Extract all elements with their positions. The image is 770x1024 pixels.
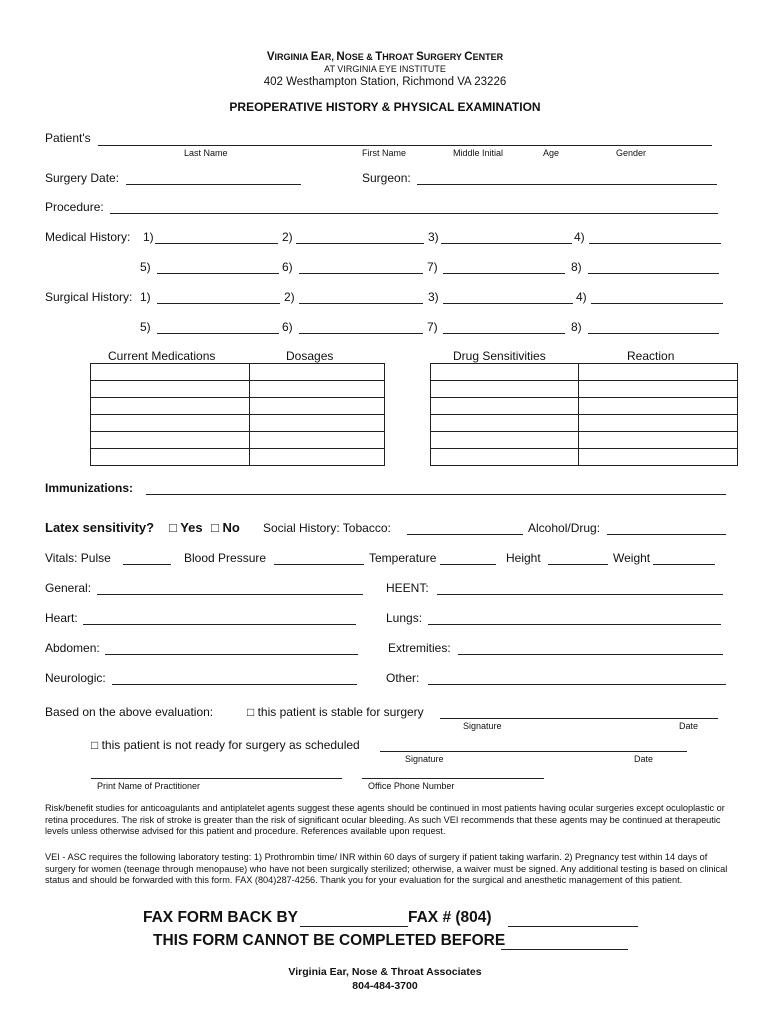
extremities-field[interactable] [458, 654, 723, 655]
other-label: Other: [386, 671, 420, 685]
surgical-history-label: Surgical History: [45, 290, 133, 304]
neurologic-label: Neurologic: [45, 671, 106, 685]
reaction-header: Reaction [627, 349, 675, 363]
practitioner-name-caption: Print Name of Practitioner [97, 781, 201, 791]
table-row [91, 415, 385, 432]
pulse-label: Vitals: Pulse [45, 551, 111, 565]
middle-initial-caption: Middle Initial [453, 148, 504, 158]
form-title: PREOPERATIVE HISTORY & PHYSICAL EXAMINATION [229, 100, 541, 114]
medical-num-4: 4) [574, 230, 585, 244]
reaction-cell[interactable] [579, 364, 738, 381]
medical-history-field-4[interactable] [589, 243, 721, 244]
sensitivity-cell[interactable] [431, 398, 579, 415]
medical-history-field-6[interactable] [299, 273, 423, 274]
general-label: General: [45, 581, 92, 595]
dosage-cell[interactable] [250, 432, 385, 449]
heent-label: HEENT: [386, 581, 429, 595]
footer-phone: 804-484-3700 [352, 980, 418, 992]
surgical-num-8: 8) [571, 320, 582, 334]
patient-label: Patient's [45, 131, 91, 145]
gender-caption: Gender [616, 148, 647, 158]
table-row [431, 449, 738, 466]
table-row [91, 364, 385, 381]
org-name: VIRGINIA EAR, NOSE & THROAT SURGERY CENTER [266, 51, 504, 63]
reaction-cell[interactable] [579, 381, 738, 398]
surgical-num-6: 6) [282, 320, 293, 334]
medication-cell[interactable] [91, 398, 250, 415]
blood-pressure-field[interactable] [274, 564, 364, 565]
fax-number-label: FAX # (804) [408, 909, 492, 926]
lungs-label: Lungs: [386, 611, 423, 625]
dosage-cell[interactable] [250, 449, 385, 466]
reaction-cell[interactable] [579, 398, 738, 415]
surgical-history-field-6[interactable] [299, 333, 423, 334]
weight-label: Weight [613, 551, 651, 565]
other-field[interactable] [428, 684, 726, 685]
sensitivity-cell[interactable] [431, 381, 579, 398]
height-label: Height [506, 551, 541, 565]
surgical-num-2: 2) [284, 290, 295, 304]
surgical-history-field-7[interactable] [443, 333, 565, 334]
not-ready-signature-field[interactable] [380, 751, 687, 752]
immunizations-label: Immunizations: [45, 481, 134, 495]
medication-cell[interactable] [91, 381, 250, 398]
cannot-complete-label: THIS FORM CANNOT BE COMPLETED BEFORE [153, 932, 506, 949]
medication-cell[interactable] [91, 364, 250, 381]
temperature-field[interactable] [440, 564, 496, 565]
medical-num-5: 5) [140, 260, 151, 274]
latex-no-checkbox[interactable]: □ No [211, 520, 240, 535]
medication-cell[interactable] [91, 449, 250, 466]
sensitivity-cell[interactable] [431, 415, 579, 432]
table-row [91, 398, 385, 415]
blood-pressure-label: Blood Pressure [184, 551, 267, 565]
lungs-field[interactable] [428, 624, 721, 625]
first-name-caption: First Name [362, 148, 407, 158]
height-field[interactable] [548, 564, 608, 565]
medical-history-label: Medical History: [45, 230, 131, 244]
surgical-history-field-2[interactable] [299, 303, 423, 304]
surgical-num-4: 4) [576, 290, 587, 304]
procedure-label: Procedure: [45, 200, 104, 214]
temperature-label: Temperature [369, 551, 437, 565]
org-address: 402 Westhampton Station, Richmond VA 23226 [263, 76, 507, 88]
cannot-complete-field[interactable] [501, 949, 628, 950]
pulse-field[interactable] [123, 564, 171, 565]
procedure-field[interactable] [110, 213, 718, 214]
alcohol-label: Alcohol/Drug: [528, 521, 601, 535]
medical-history-field-8[interactable] [588, 273, 719, 274]
medical-history-field-2[interactable] [296, 243, 424, 244]
reaction-cell[interactable] [579, 415, 738, 432]
org-subtitle: AT VIRGINIA EYE INSTITUTE [324, 64, 446, 74]
surgeon-label: Surgeon: [362, 171, 411, 185]
surgical-history-field-4[interactable] [591, 303, 723, 304]
heart-field[interactable] [83, 624, 356, 625]
table-row [91, 432, 385, 449]
surgical-num-5: 5) [140, 320, 151, 334]
not-ready-checkbox[interactable]: □ this patient is not ready for surgery as scheduled [91, 738, 360, 752]
table-row [431, 364, 738, 381]
based-on-label: Based on the above evaluation: [45, 705, 214, 719]
tobacco-label: Social History: Tobacco: [263, 521, 391, 535]
dosage-cell[interactable] [250, 415, 385, 432]
medical-num-3: 3) [428, 230, 439, 244]
stable-signature-field[interactable] [440, 718, 718, 719]
table-row [91, 449, 385, 466]
sensitivity-cell[interactable] [431, 432, 579, 449]
table-row [431, 415, 738, 432]
dosage-cell[interactable] [250, 398, 385, 415]
not-ready-signature-caption: Signature [405, 754, 444, 764]
surgical-history-field-3[interactable] [443, 303, 573, 304]
heart-label: Heart: [45, 611, 78, 625]
surgical-num-1: 1) [140, 290, 151, 304]
fax-back-by-label: FAX FORM BACK BY [143, 909, 298, 926]
surgical-history-field-5[interactable] [157, 333, 279, 334]
surgeon-field[interactable] [417, 184, 717, 185]
reaction-cell[interactable] [579, 432, 738, 449]
tobacco-field[interactable] [407, 534, 523, 535]
not-ready-date-caption: Date [634, 754, 654, 764]
medical-num-7: 7) [427, 260, 438, 274]
extremities-label: Extremities: [388, 641, 451, 655]
footer-org: Virginia Ear, Nose & Throat Associates [288, 966, 482, 978]
medical-num-8: 8) [571, 260, 582, 274]
abdomen-field[interactable] [105, 654, 358, 655]
alcohol-field[interactable] [607, 534, 726, 535]
surgical-history-field-8[interactable] [588, 333, 719, 334]
medical-history-field-1[interactable] [155, 243, 278, 244]
reaction-cell[interactable] [579, 449, 738, 466]
stable-date-caption: Date [679, 721, 699, 731]
dosages-header: Dosages [286, 349, 334, 363]
office-phone-field[interactable] [362, 778, 544, 779]
stable-signature-caption: Signature [463, 721, 502, 731]
heent-field[interactable] [437, 594, 723, 595]
surgical-history-field-1[interactable] [157, 303, 280, 304]
patient-name-field[interactable] [98, 145, 712, 146]
surgery-date-label: Surgery Date: [45, 171, 120, 185]
medical-history-field-7[interactable] [443, 273, 565, 274]
office-phone-caption: Office Phone Number [368, 781, 455, 791]
immunizations-field[interactable] [146, 494, 726, 495]
table-row [91, 381, 385, 398]
medical-history-field-3[interactable] [441, 243, 572, 244]
practitioner-name-field[interactable] [91, 778, 342, 779]
age-caption: Age [543, 148, 560, 158]
table-row [431, 432, 738, 449]
general-field[interactable] [97, 594, 363, 595]
surgery-date-field[interactable] [126, 184, 301, 185]
sensitivities-header: Drug Sensitivities [453, 349, 546, 363]
fax-number-field[interactable] [508, 926, 638, 927]
last-name-caption: Last Name [184, 148, 228, 158]
medications-header: Current Medications [108, 349, 216, 363]
sensitivity-cell[interactable] [431, 449, 579, 466]
surgical-num-7: 7) [427, 320, 438, 334]
risk-benefit-note: Risk/benefit studies for anticoagulants and antiplatelet agents suggest these agents should be continued in most patients having ocular surgeries except oculoplastic or retina procedures. The risk of stroke is greater than the risk of significant ocular bleeding. As such VEI recommends that these agents may be continued at therapeutic levels unless otherwise advised for this patient and procedure. References available upon request. [45, 803, 725, 837]
sensitivity-cell[interactable] [431, 364, 579, 381]
latex-yes-checkbox[interactable]: □ Yes [169, 520, 203, 535]
medications-table [90, 363, 385, 466]
latex-label: Latex sensitivity? [45, 520, 155, 535]
stable-checkbox[interactable]: □ this patient is stable for surgery [247, 705, 424, 719]
surgical-num-3: 3) [428, 290, 439, 304]
medical-num-1: 1) [143, 230, 154, 244]
table-row [431, 398, 738, 415]
medication-cell[interactable] [91, 415, 250, 432]
weight-field[interactable] [653, 564, 715, 565]
dosage-cell[interactable] [250, 364, 385, 381]
table-row [431, 381, 738, 398]
abdomen-label: Abdomen: [45, 641, 100, 655]
lab-testing-note: VEI - ASC requires the following laboratory testing: 1) Prothrombin time/ INR within 60 days of surgery if patient taking warfarin. 2) Pregnancy test within 14 days of surgery for women (teenage through menopause) who have not been surgically sterilized; otherwise, a waiver must be signed. Any additional testing is based on clinical status and should be forwarded with this form. FAX (804)287-4256. Thank you for your evaluation for the surgical and anesthetic management of this patient. [45, 852, 728, 886]
medication-cell[interactable] [91, 432, 250, 449]
medical-num-6: 6) [282, 260, 293, 274]
sensitivities-table [430, 363, 738, 466]
medical-history-field-5[interactable] [157, 273, 279, 274]
fax-back-by-field[interactable] [300, 926, 408, 927]
neurologic-field[interactable] [112, 684, 357, 685]
medical-num-2: 2) [282, 230, 293, 244]
dosage-cell[interactable] [250, 381, 385, 398]
